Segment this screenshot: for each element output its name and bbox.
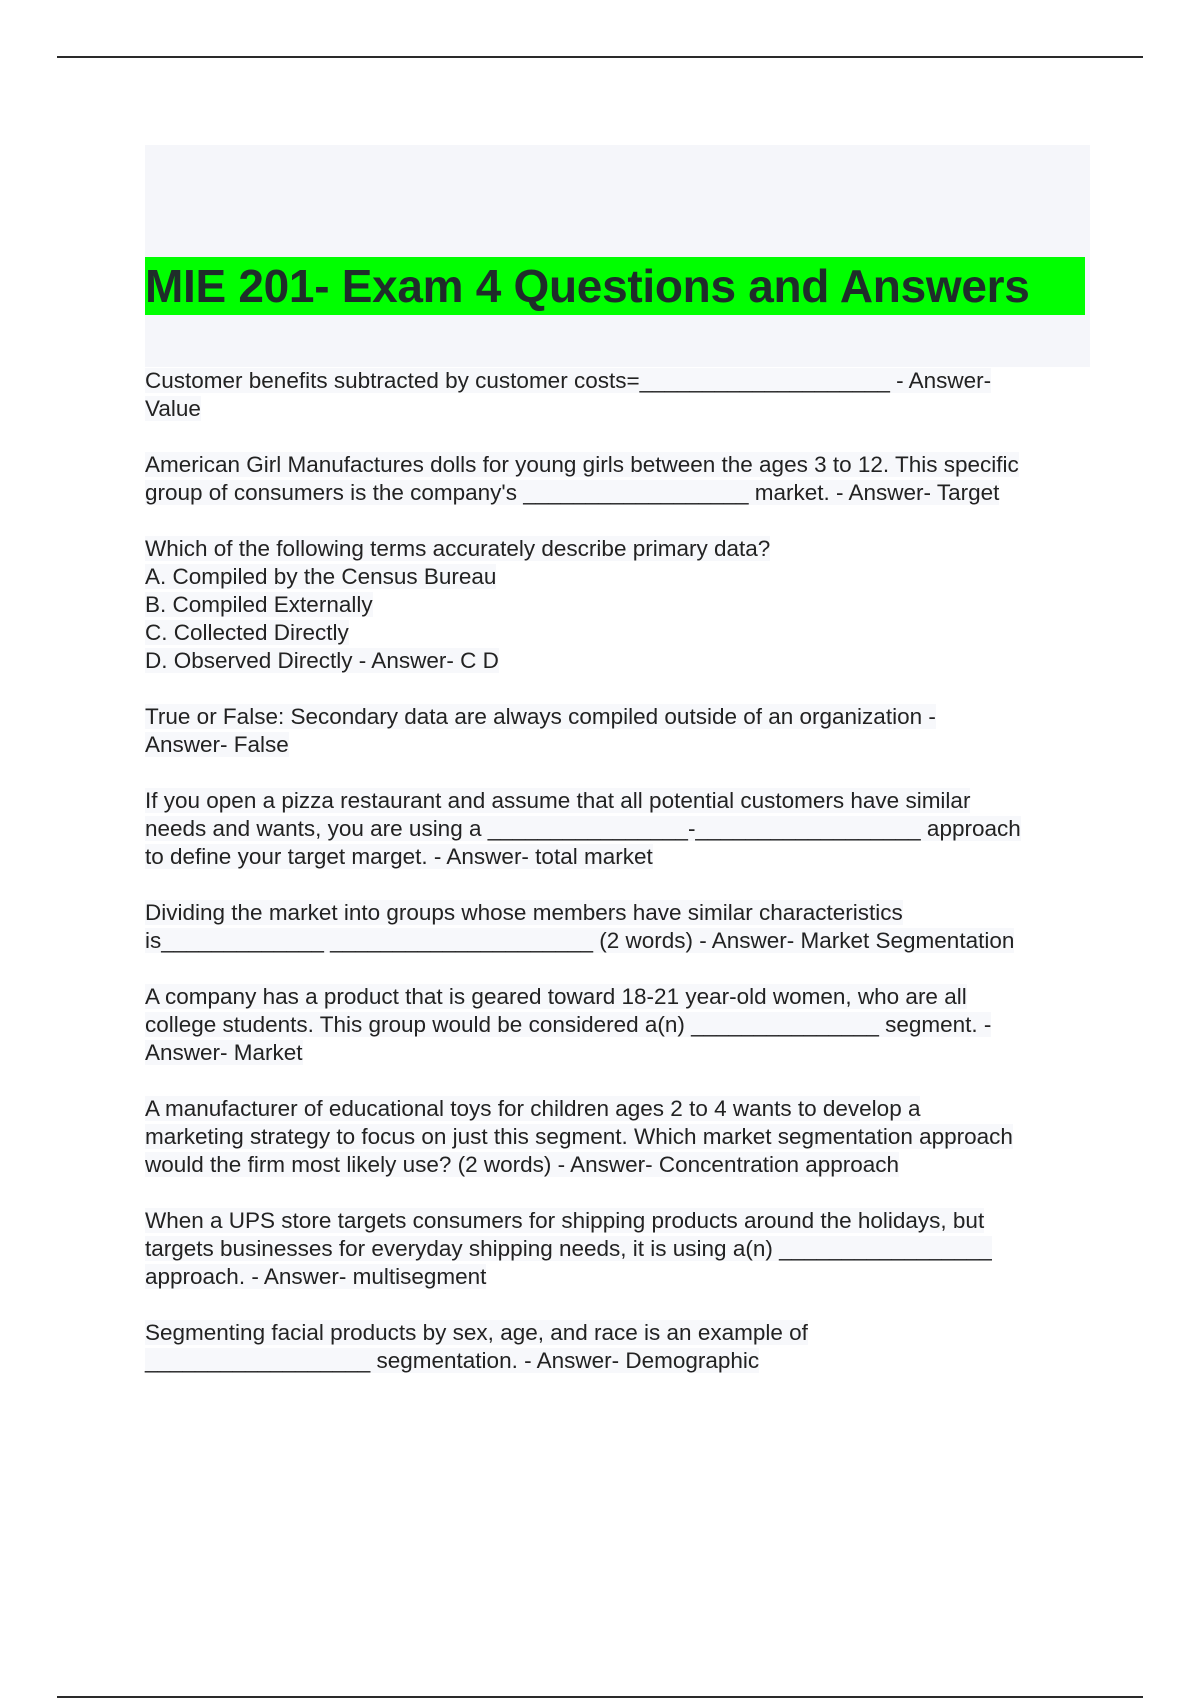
qa-line: group of consumers is the company's __________________ market. - Answer- Target	[145, 480, 1000, 505]
qa-item	[145, 451, 1090, 507]
title-band	[145, 145, 1090, 367]
qa-item	[145, 1207, 1090, 1291]
qa-item	[145, 983, 1090, 1067]
qa-option: D. Observed Directly - Answer- C D	[145, 648, 499, 673]
qa-line: needs and wants, you are using a ________________-__________________ approach	[145, 816, 1021, 841]
qa-line: would the firm most likely use? (2 words) - Answer- Concentration approach	[145, 1152, 900, 1177]
qa-option: C. Collected Directly	[145, 620, 349, 645]
qa-line: Dividing the market into groups whose members have similar characteristics	[145, 900, 903, 925]
top-rule	[57, 56, 1143, 58]
qa-line: A company has a product that is geared toward 18-21 year-old women, who are all	[145, 984, 967, 1009]
qa-item	[145, 535, 1090, 675]
qa-list	[145, 367, 1090, 1375]
qa-line: Answer- Market	[145, 1040, 303, 1065]
qa-line: If you open a pizza restaurant and assume that all potential customers have similar	[145, 788, 971, 813]
qa-option: B. Compiled Externally	[145, 592, 373, 617]
qa-option: A. Compiled by the Census Bureau	[145, 564, 497, 589]
qa-line: targets businesses for everyday shipping needs, it is using a(n) _________________	[145, 1236, 992, 1261]
document-body	[145, 145, 1090, 1403]
qa-item	[145, 367, 1090, 423]
qa-line: Segmenting facial products by sex, age, and race is an example of	[145, 1320, 808, 1345]
qa-item	[145, 1319, 1090, 1375]
qa-line: Which of the following terms accurately describe primary data?	[145, 536, 771, 561]
qa-line: American Girl Manufactures dolls for young girls between the ages 3 to 12. This specific	[145, 452, 1019, 477]
bottom-rule	[57, 1696, 1143, 1698]
qa-line: Answer- False	[145, 732, 289, 757]
qa-line: Value	[145, 396, 201, 421]
qa-line: A manufacturer of educational toys for children ages 2 to 4 wants to develop a	[145, 1096, 921, 1121]
qa-line: college students. This group would be considered a(n) _______________ segment. -	[145, 1012, 992, 1037]
qa-item	[145, 703, 1090, 759]
qa-item	[145, 1095, 1090, 1179]
qa-line: is_____________ _____________________ (2 words) - Answer- Market Segmentation	[145, 928, 1015, 953]
qa-line: to define your target marget. - Answer- total market	[145, 844, 653, 869]
qa-line: True or False: Secondary data are always compiled outside of an organization -	[145, 704, 936, 729]
qa-line: approach. - Answer- multisegment	[145, 1264, 487, 1289]
qa-item	[145, 787, 1090, 871]
qa-line: __________________ segmentation. - Answer- Demographic	[145, 1348, 760, 1373]
qa-item	[145, 899, 1090, 955]
qa-line: Customer benefits subtracted by customer costs=____________________ - Answer-	[145, 368, 992, 393]
qa-line: marketing strategy to focus on just this segment. Which market segmentation approach	[145, 1124, 1013, 1149]
document-title: MIE 201- Exam 4 Questions and Answers	[145, 257, 1085, 315]
qa-line: When a UPS store targets consumers for shipping products around the holidays, but	[145, 1208, 985, 1233]
